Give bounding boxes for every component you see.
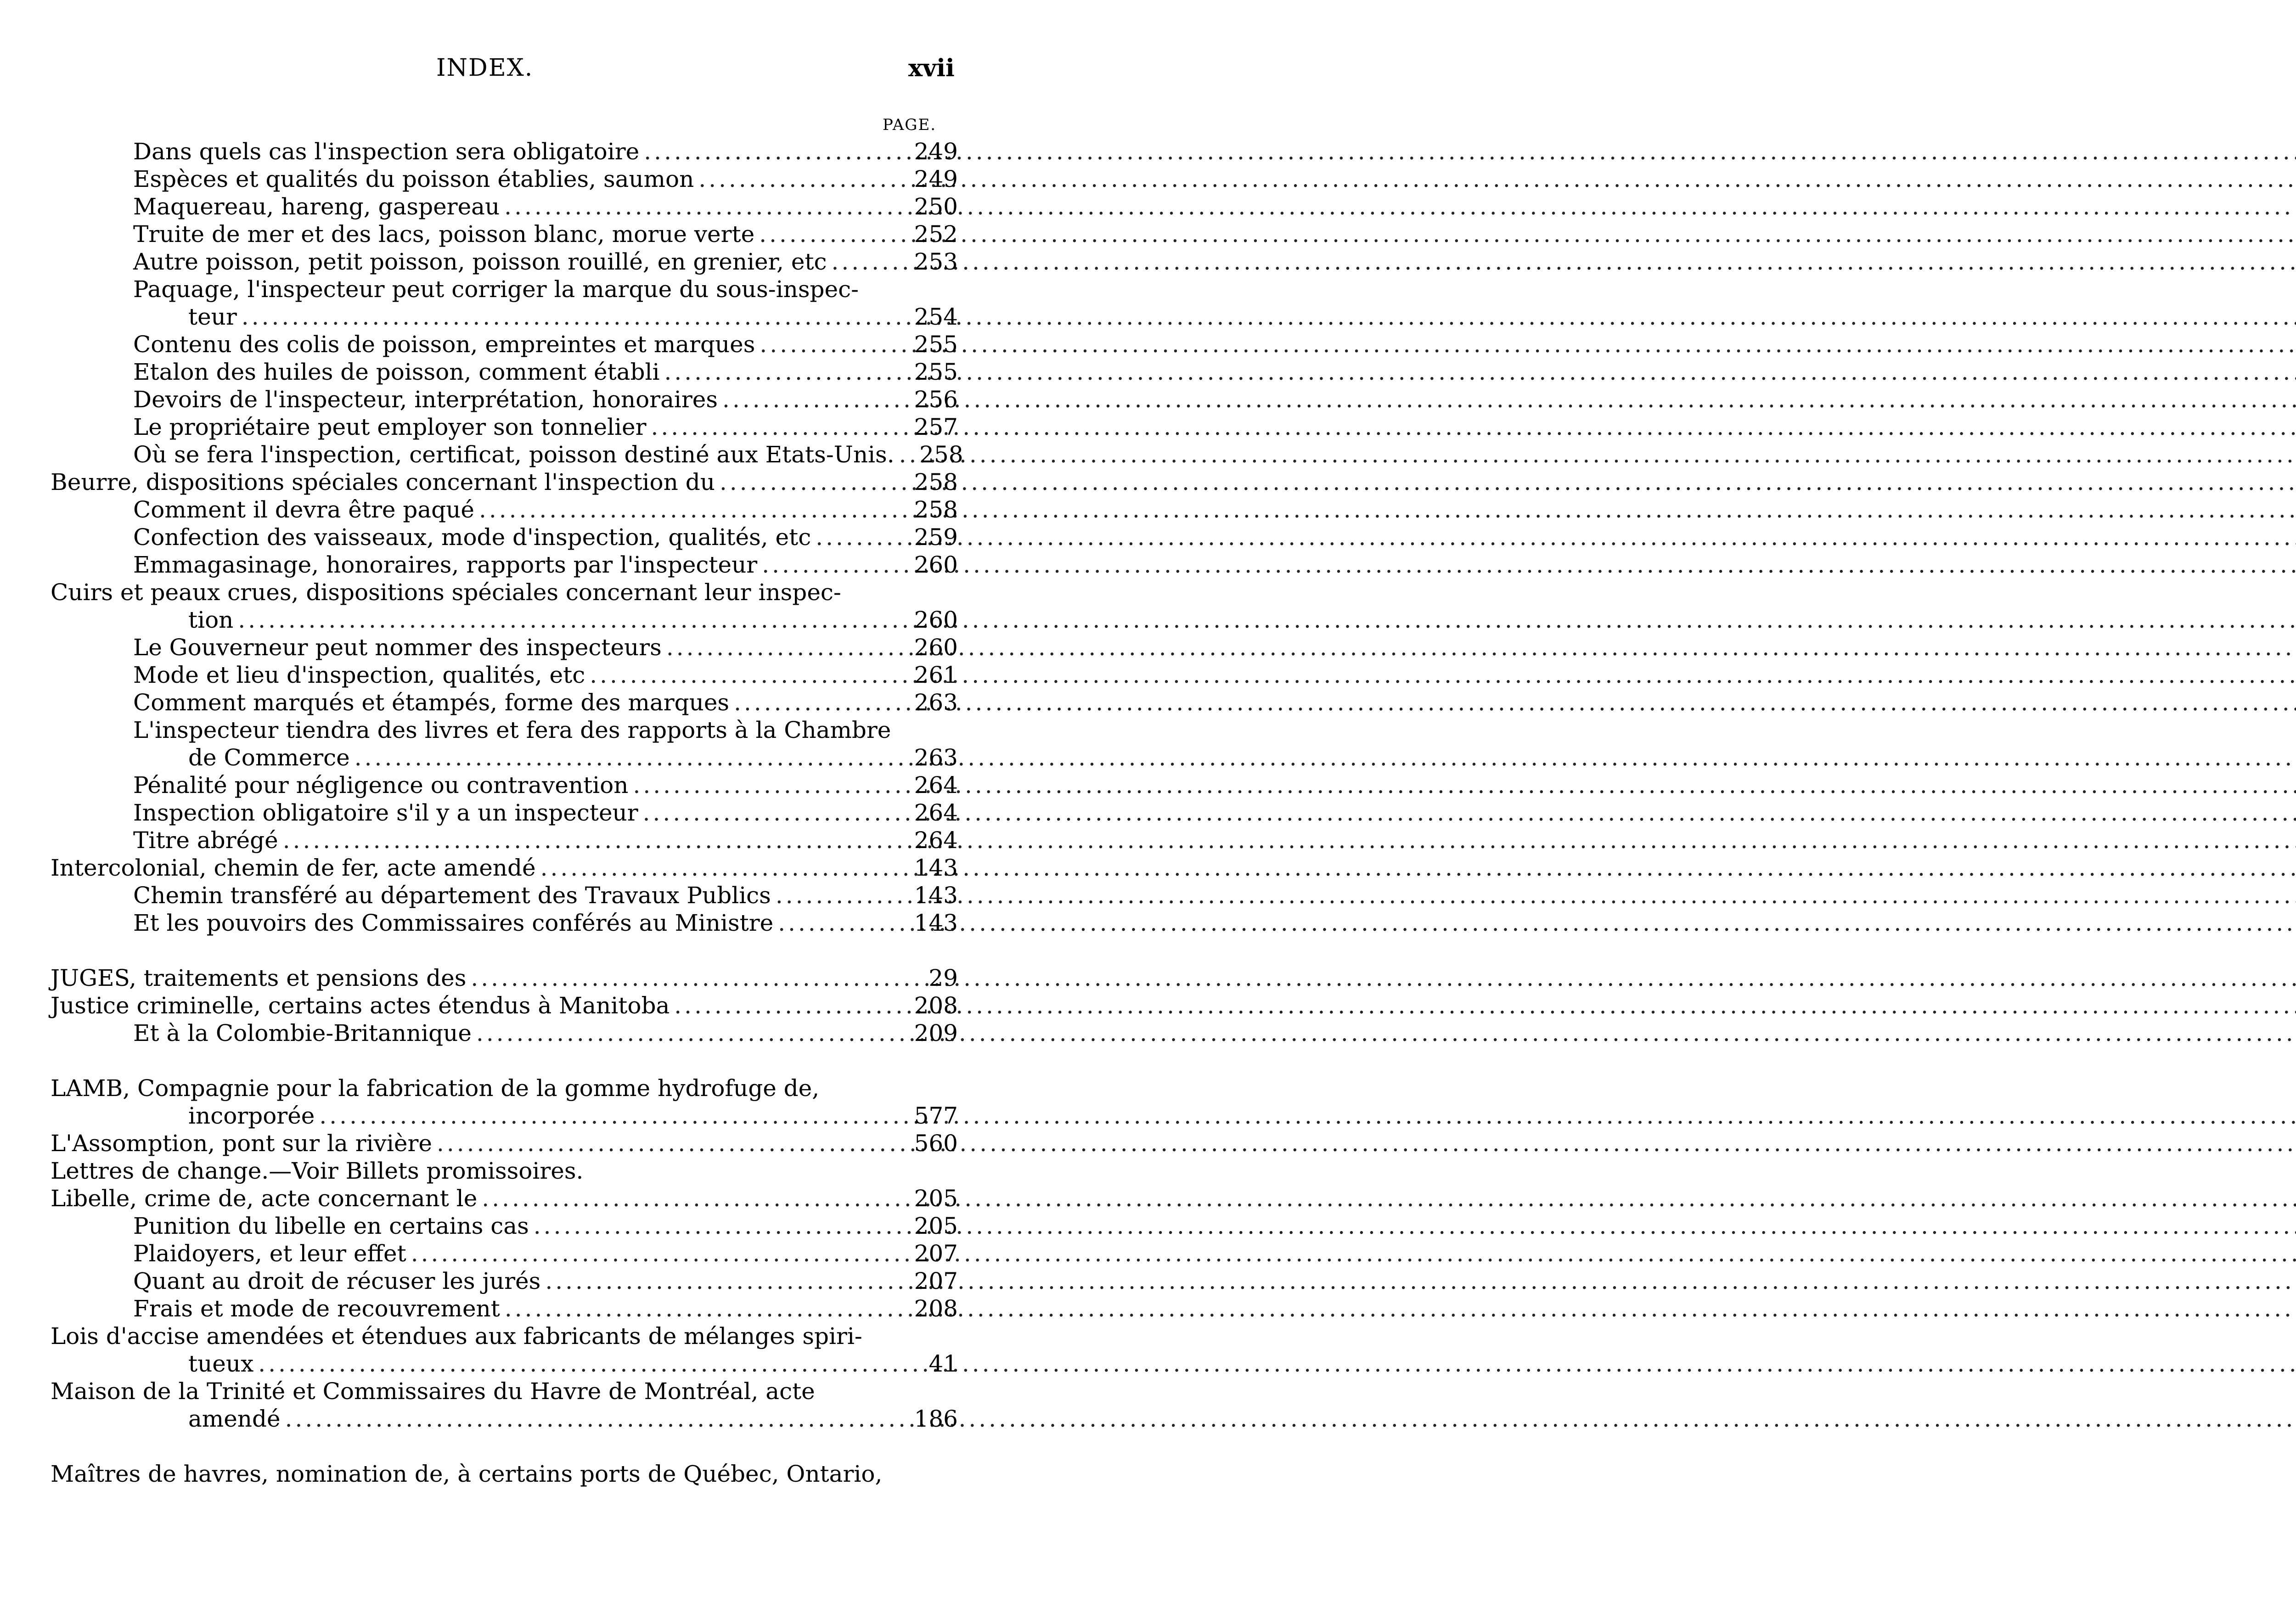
entry-text: incorporée — [188, 1102, 315, 1129]
entry-text: Libelle, crime de, acte concernant le — [51, 1185, 478, 1212]
entry-text: Maîtres de havres, nomination de, à certains ports de Québec, Ontario, — [51, 1461, 883, 1487]
entry-page-number: 560 — [914, 1130, 958, 1157]
index-entry — [51, 275, 958, 303]
entry-page-number: 263 — [914, 689, 958, 716]
entry-text: Dans quels cas l'inspection sera obligatoire — [133, 138, 640, 165]
index-entry — [51, 1295, 958, 1322]
entry-page-number: 260 — [914, 551, 958, 578]
index-entry — [51, 799, 958, 826]
dot-leader — [540, 854, 907, 882]
index-entry — [51, 634, 958, 661]
index-entry — [51, 1212, 958, 1240]
entry-text: Maquereau, hareng, gaspereau — [133, 193, 500, 220]
dot-leader — [762, 551, 907, 579]
entry-page-number: 260 — [914, 607, 958, 633]
entry-page-number: 207 — [914, 1240, 958, 1267]
entry-page-number: 249 — [914, 138, 958, 165]
entry-page-number: 29 — [929, 965, 958, 991]
index-entry — [51, 1460, 958, 1488]
dot-leader — [734, 689, 907, 716]
index-entry — [51, 854, 958, 882]
entry-text: teur — [188, 304, 237, 330]
dot-leader — [437, 1130, 907, 1157]
entry-text: Paquage, l'inspecteur peut corriger la marque du sous-inspec- — [133, 276, 859, 303]
entry-text: Comment il devra être paqué — [133, 496, 474, 523]
entry-text: L'inspecteur tiendra des livres et fera des rapports à la Chambre — [133, 717, 891, 743]
entry-page-number: 258 — [914, 496, 958, 523]
page-header — [0, 54, 1010, 91]
dot-leader — [720, 468, 907, 496]
dot-leader — [505, 1295, 907, 1322]
entry-page-number: 207 — [914, 1268, 958, 1294]
dot-leader — [476, 1019, 907, 1047]
index-entry — [51, 1157, 958, 1185]
index-entry — [51, 1074, 958, 1102]
dot-leader — [411, 1240, 907, 1267]
index-entry — [51, 909, 958, 937]
entry-text: Autre poisson, petit poisson, poisson rouillé, en grenier, etc — [133, 248, 827, 275]
index-entry — [51, 248, 958, 275]
dot-leader — [644, 138, 907, 165]
entry-page-number: 209 — [914, 1020, 958, 1046]
entry-text: Lois d'accise amendées et étendues aux fabricants de mélanges spiri- — [51, 1323, 862, 1349]
dot-leader — [482, 1185, 907, 1212]
entry-text: Plaidoyers, et leur effet — [133, 1240, 406, 1267]
index-entry — [51, 1240, 958, 1267]
index-entry — [51, 579, 958, 606]
index-entry — [51, 992, 958, 1019]
page-number: xvii — [908, 54, 955, 82]
entry-page-number: 205 — [914, 1185, 958, 1212]
dot-leader — [545, 1267, 907, 1295]
entry-text: Le Gouverneur peut nommer des inspecteurs — [133, 634, 662, 661]
index-entry — [51, 220, 958, 248]
index-entry — [51, 193, 958, 220]
entry-page-number: 208 — [914, 992, 958, 1019]
index-entry — [51, 386, 958, 413]
entry-text: Beurre, dispositions spéciales concernant l'inspection du — [51, 469, 715, 495]
index-entry — [51, 1130, 958, 1157]
entry-page-number: 143 — [914, 855, 958, 881]
index-entry — [51, 1102, 958, 1130]
entry-text: tueux — [188, 1350, 254, 1377]
entry-text: Intercolonial, chemin de fer, acte amendé — [51, 855, 536, 881]
dot-leader — [651, 413, 907, 441]
index-entry — [51, 1322, 958, 1350]
entry-page-number: 249 — [914, 166, 958, 192]
entry-text: tion — [188, 607, 234, 633]
dot-leader — [504, 193, 907, 220]
dot-leader — [674, 992, 907, 1019]
index-entry — [51, 882, 958, 909]
index-entry — [51, 661, 958, 689]
index-entry — [51, 1377, 958, 1405]
page-column-label: PAGE. — [883, 116, 937, 134]
entry-page-number: 261 — [914, 662, 958, 688]
index-entry — [51, 964, 958, 992]
entry-text: Chemin transféré au département des Travaux Publics — [133, 882, 771, 909]
entry-page-number: 254 — [914, 304, 958, 330]
index-entry — [51, 1350, 958, 1377]
index-entry — [51, 1185, 958, 1212]
dot-leader — [238, 606, 907, 634]
entry-text: Contenu des colis de poisson, empreintes et marques — [133, 331, 755, 358]
dot-leader — [283, 826, 907, 854]
entry-text: Espèces et qualités du poisson établies, saumon — [133, 166, 694, 192]
entry-text: LAMB, Compagnie pour la fabrication de la gomme hydrofuge de, — [51, 1075, 820, 1102]
entry-page-number: 143 — [914, 910, 958, 936]
index-entry — [51, 138, 958, 165]
index-entry — [51, 496, 958, 523]
index-entries — [51, 138, 963, 1488]
dot-leader — [643, 799, 907, 826]
entry-page-number: 264 — [914, 827, 958, 854]
dot-leader — [242, 303, 907, 331]
dot-leader — [258, 1350, 907, 1377]
entry-page-number: 41 — [929, 1350, 958, 1377]
entry-page-number: 264 — [914, 799, 958, 826]
entry-text: Quant au droit de récuser les jurés — [133, 1268, 541, 1294]
entry-text: Lettres de change.—Voir Billets promissoires. — [51, 1158, 584, 1184]
dot-leader — [816, 523, 907, 551]
entry-page-number: 577 — [914, 1102, 958, 1129]
entry-page-number: 250 — [914, 193, 958, 220]
entry-text: Devoirs de l'inspecteur, interprétation, honoraires — [133, 386, 718, 413]
index-entry — [51, 303, 958, 331]
entry-page-number: 252 — [914, 221, 958, 247]
entry-page-number: 256 — [914, 386, 958, 413]
entry-page-number: 259 — [914, 524, 958, 551]
entry-text: Etalon des huiles de poisson, comment établi — [133, 359, 660, 385]
dot-leader — [471, 964, 907, 992]
entry-text: Justice criminelle, certains actes étendus à Manitoba — [51, 992, 670, 1019]
dot-leader — [776, 882, 907, 909]
entry-text: de Commerce — [188, 744, 350, 771]
entry-text: Où se fera l'inspection, certificat, poisson destiné aux Etats-Unis. — [133, 441, 895, 468]
entry-text: JUGES, traitements et pensions des — [51, 965, 467, 991]
entry-text: Emmagasinage, honoraires, rapports par l'inspecteur — [133, 551, 758, 578]
entry-text: Maison de la Trinité et Commissaires du Havre de Montréal, acte — [51, 1378, 815, 1405]
index-entry — [51, 358, 958, 386]
index-entry — [51, 1267, 958, 1295]
dot-leader — [760, 331, 907, 358]
entry-text: amendé — [188, 1406, 281, 1432]
index-entry — [51, 1019, 958, 1047]
page-title: INDEX. — [436, 54, 534, 82]
index-entry — [51, 606, 958, 634]
entry-page-number: 205 — [914, 1213, 958, 1239]
entry-page-number: 263 — [914, 744, 958, 771]
index-entry — [51, 826, 958, 854]
entry-text: Le propriétaire peut employer son tonnelier — [133, 414, 647, 440]
dot-leader — [666, 634, 907, 661]
entry-text: Comment marqués et étampés, forme des marques — [133, 689, 730, 716]
entry-page-number: 186 — [914, 1406, 958, 1432]
entry-page-number: 253 — [914, 248, 958, 275]
entry-text: Pénalité pour négligence ou contravention — [133, 772, 629, 798]
entry-page-number: 255 — [914, 331, 958, 358]
entry-page-number: 264 — [914, 772, 958, 798]
entry-text: Inspection obligatoire s'il y a un inspecteur — [133, 799, 638, 826]
entry-page-number: 208 — [914, 1295, 958, 1322]
entry-text: L'Assomption, pont sur la rivière — [51, 1130, 432, 1157]
index-entry — [51, 523, 958, 551]
index-entry — [51, 689, 958, 716]
index-entry — [51, 441, 963, 468]
dot-leader — [832, 248, 908, 275]
entry-text: Et les pouvoirs des Commissaires conférés au Ministre — [133, 910, 774, 936]
index-entry — [51, 551, 958, 579]
entry-text: Truite de mer et des lacs, poisson blanc, morue verte — [133, 221, 755, 247]
dot-leader — [633, 771, 907, 799]
dot-leader — [698, 165, 907, 193]
index-entry — [51, 744, 958, 771]
entry-page-number: 255 — [914, 359, 958, 385]
index-entry — [51, 331, 958, 358]
index-entry — [51, 165, 958, 193]
index-entry — [51, 1405, 958, 1433]
entry-text: Frais et mode de recouvrement — [133, 1295, 500, 1322]
entry-page-number: 257 — [914, 414, 958, 440]
index-entry — [51, 716, 958, 744]
dot-leader — [722, 386, 907, 413]
entry-page-number: 260 — [914, 634, 958, 661]
dot-leader — [590, 661, 907, 689]
entry-text: Confection des vaisseaux, mode d'inspection, qualités, etc — [133, 524, 811, 551]
entry-text: Titre abrégé — [133, 827, 278, 854]
dot-leader — [759, 220, 907, 248]
entry-page-number: 258 — [919, 441, 963, 468]
index-entry — [51, 468, 958, 496]
dot-leader — [479, 496, 907, 523]
index-entry — [51, 413, 958, 441]
dot-leader — [778, 909, 907, 937]
index-entry — [51, 771, 958, 799]
entry-text: Et à la Colombie-Britannique — [133, 1020, 472, 1046]
entry-page-number: 258 — [914, 469, 958, 495]
entry-text: Cuirs et peaux crues, dispositions spéciales concernant leur inspec- — [51, 579, 841, 606]
dot-leader — [899, 441, 913, 468]
entry-page-number: 143 — [914, 882, 958, 909]
dot-leader — [664, 358, 907, 386]
entry-text: Punition du libelle en certains cas — [133, 1213, 529, 1239]
dot-leader — [355, 744, 907, 771]
dot-leader — [285, 1405, 907, 1433]
dot-leader — [319, 1102, 907, 1130]
dot-leader — [534, 1212, 907, 1240]
entry-text: Mode et lieu d'inspection, qualités, etc — [133, 662, 585, 688]
